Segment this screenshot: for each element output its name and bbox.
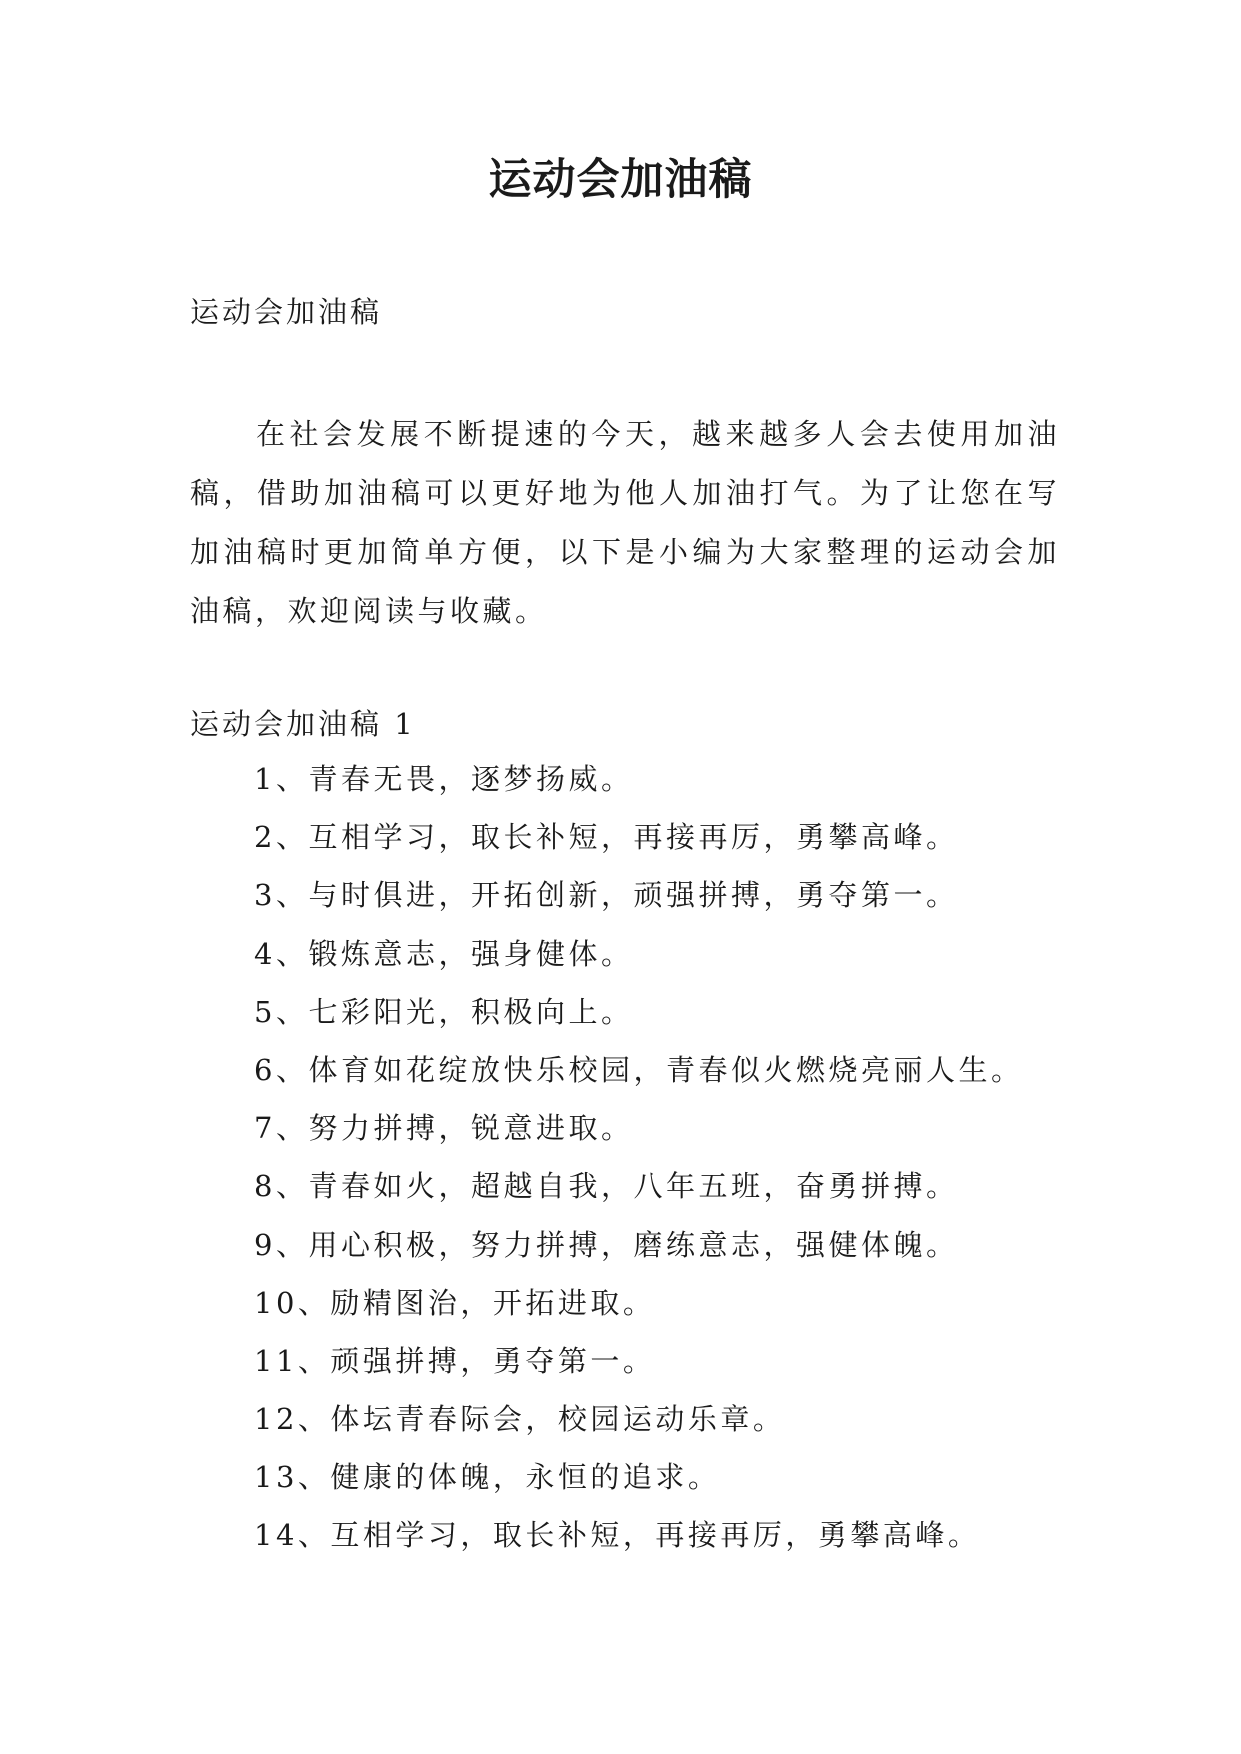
slogan-item: 14、互相学习，取长补短，再接再厉，勇攀高峰。 [254, 1518, 981, 1553]
slogan-list [254, 759, 1023, 1574]
slogan-item: 7、努力拼搏，锐意进取。 [254, 1111, 634, 1146]
slogan-item: 2、互相学习，取长补短，再接再厉，勇攀高峰。 [254, 820, 959, 855]
slogan-item: 1、青春无畏，逐梦扬威。 [254, 762, 634, 796]
slogan-item: 4、锻炼意志，强身健体。 [254, 936, 634, 971]
document-subtitle: 运动会加油稿 [190, 295, 383, 329]
slogan-item: 11、顽强拼搏，勇夺第一。 [254, 1343, 656, 1378]
slogan-item: 3、与时俱进，开拓创新，顽强拼搏，勇夺第一。 [254, 878, 959, 913]
intro-paragraph: 在社会发展不断提速的今天，越来越多人会去使用加油稿，借助加油稿可以更好地为他人加油打气。为了让您在写加油稿时更加简单方便，以下是小编为大家整理的运动会加油稿，欢迎阅读与收藏。 [190, 417, 1060, 628]
slogan-item: 5、七彩阳光，积极向上。 [254, 994, 634, 1029]
slogan-item: 6、体育如花绽放快乐校园，青春似火燃烧亮丽人生。 [254, 1052, 1024, 1087]
slogan-item: 10、励精图治，开拓进取。 [254, 1285, 656, 1320]
slogan-item: 8、青春如火，超越自我，八年五班，奋勇拼搏。 [254, 1169, 959, 1204]
slogan-item: 9、用心积极，努力拼搏，磨练意志，强健体魄。 [254, 1227, 959, 1262]
document-title: 运动会加油稿 [488, 155, 753, 205]
section-heading: 运动会加油稿 1 [190, 707, 416, 741]
slogan-item: 13、健康的体魄，永恒的追求。 [254, 1460, 721, 1495]
slogan-item: 12、体坛青春际会，校园运动乐章。 [254, 1402, 786, 1437]
